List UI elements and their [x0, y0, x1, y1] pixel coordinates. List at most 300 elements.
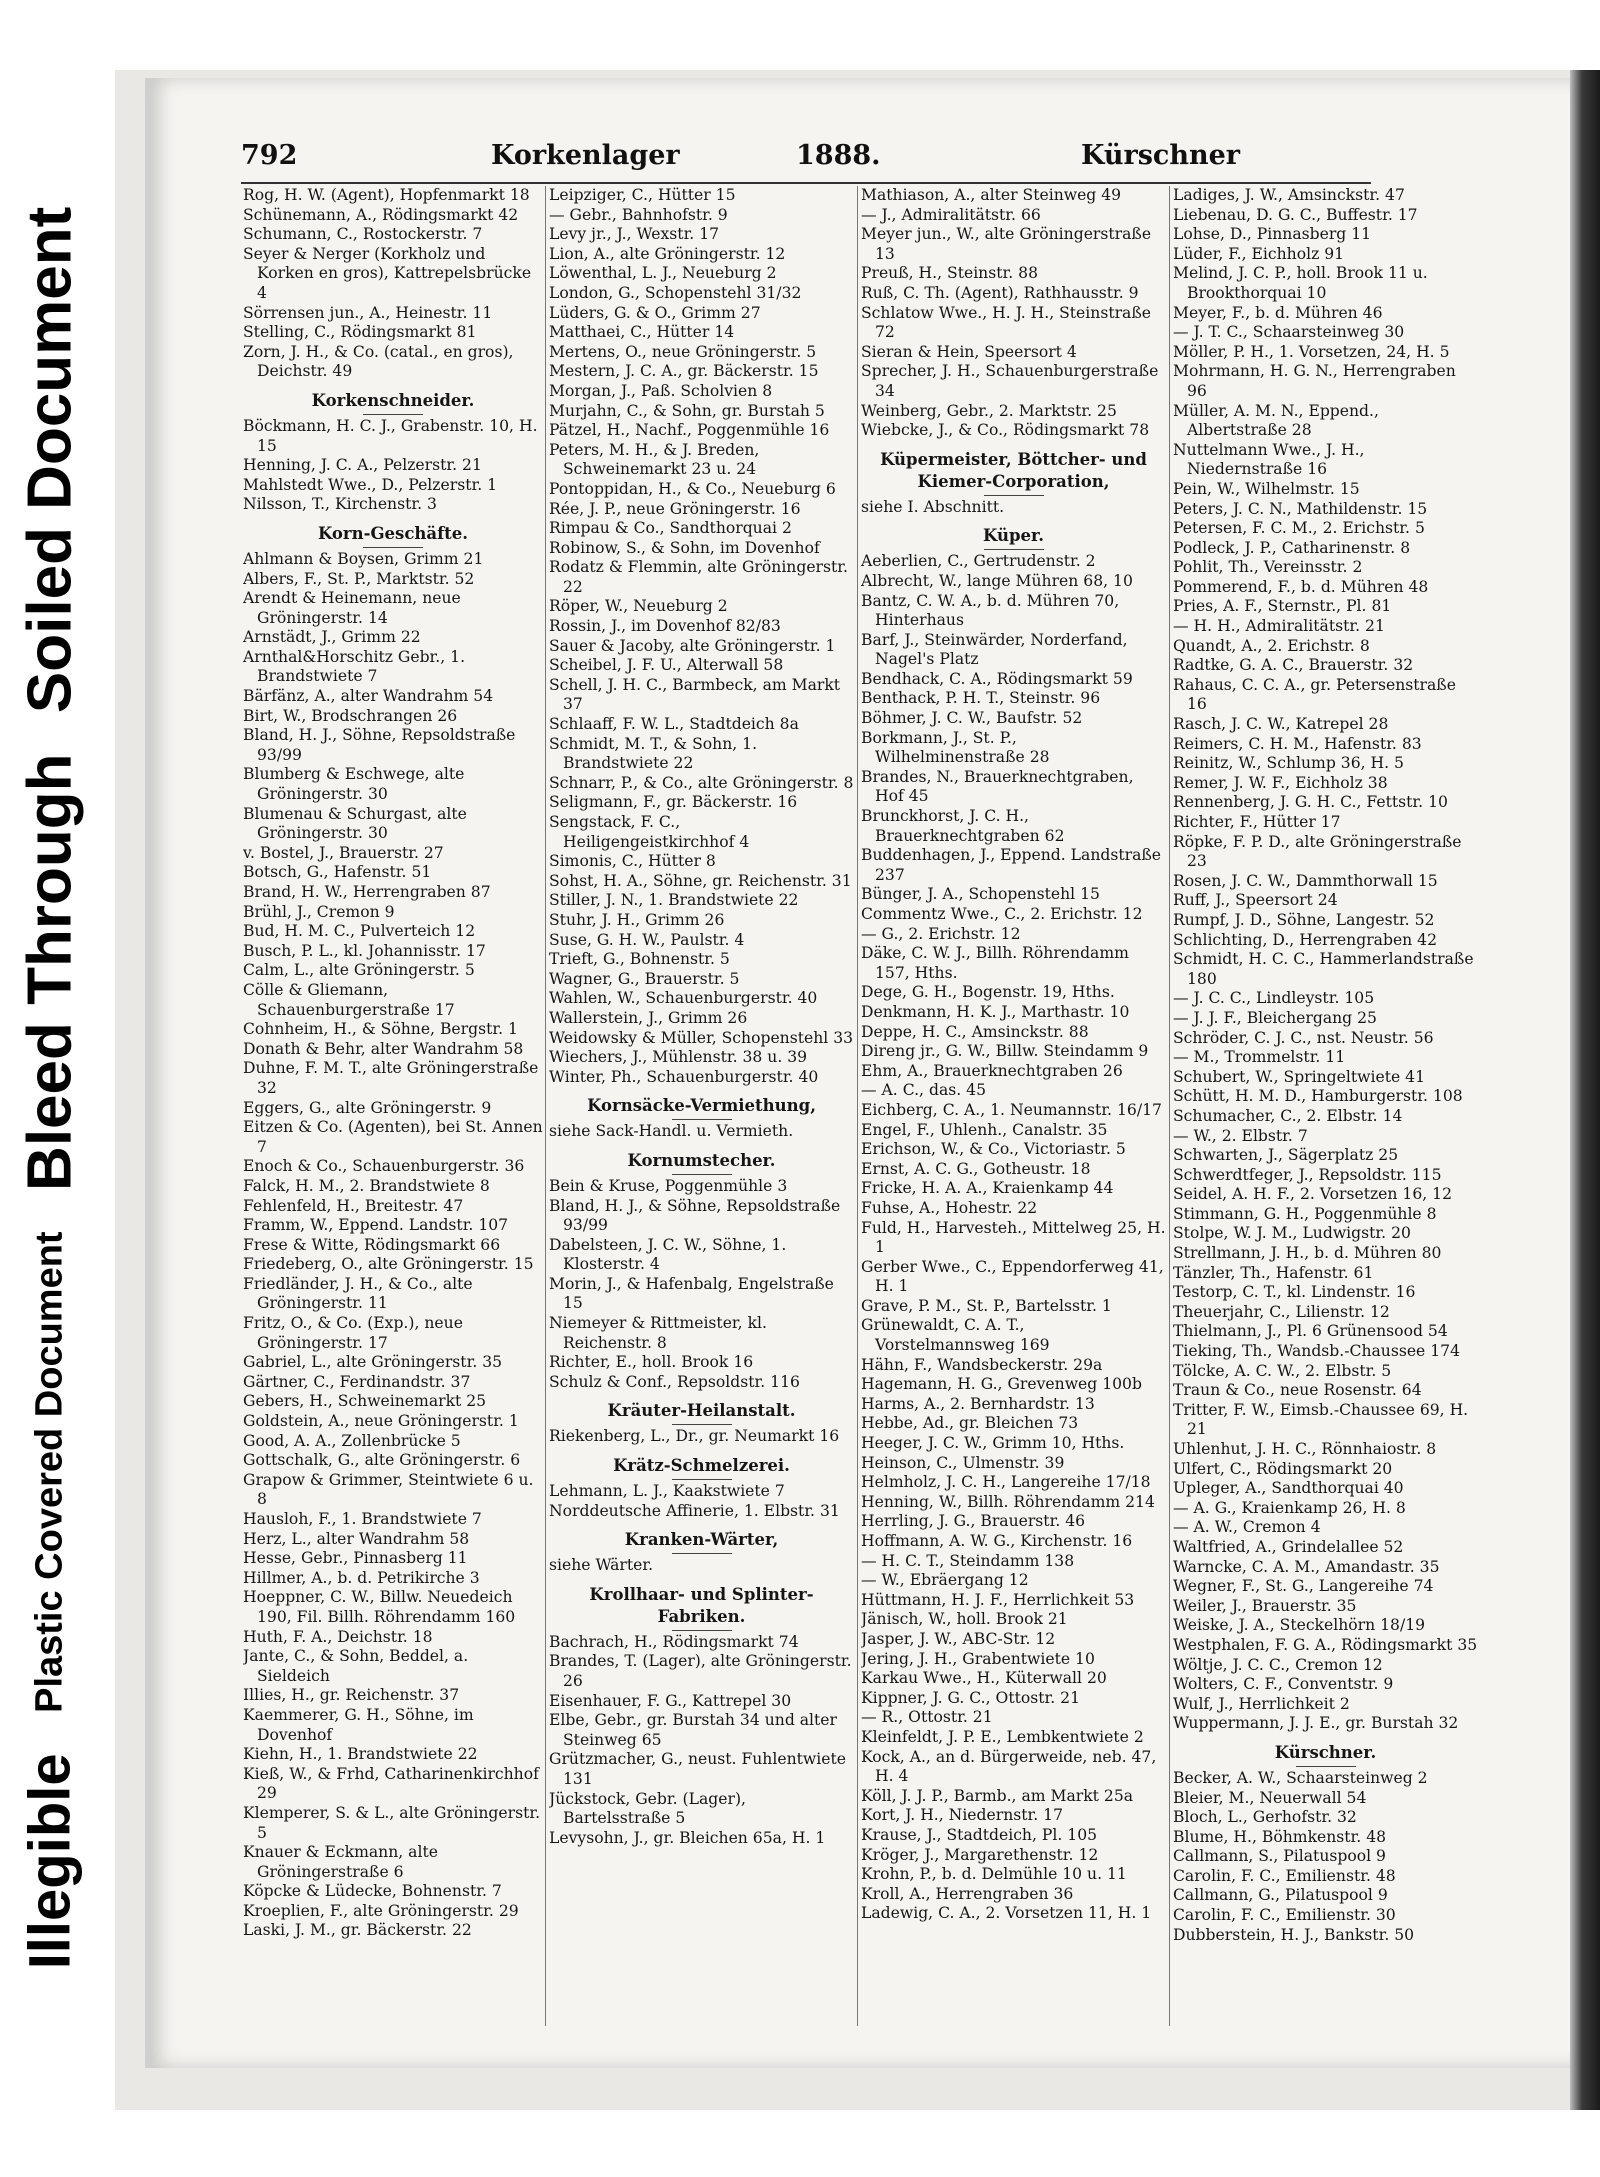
directory-entry: — H. C. T., Steindamm 138: [861, 1551, 1075, 1570]
section-heading: Küpermeister, Böttcher- und Kiemer-Corporation,: [880, 449, 1147, 491]
directory-entry: Hagemann, H. G., Grevenweg 100b: [861, 1375, 1142, 1394]
directory-entry: Kort, J. H., Niedernstr. 17: [861, 1806, 1064, 1825]
directory-entry: Kock, A., an d. Bürgerweide, neb. 47, H. 4: [861, 1747, 1157, 1786]
directory-entry: Weiler, J., Brauerstr. 35: [1173, 1596, 1357, 1615]
column-divider: [545, 186, 546, 2026]
directory-entry: — J. J. F., Bleichergang 25: [1173, 1008, 1377, 1027]
section-heading: Kornsäcke-Vermiethung,: [587, 1096, 816, 1116]
directory-entry: Sprecher, J. H., Schauenburgerstraße 34: [861, 362, 1159, 400]
directory-entry: Seyer & Nerger (Korkholz und Korken en gros), Kattrepelsbrücke 4: [243, 244, 532, 302]
directory-entry: Kroeplien, F., alte Gröningerstr. 29: [243, 1901, 519, 1920]
directory-entry: Bantz, C. W. A., b. d. Mühren 70, Hinterhaus: [861, 591, 1120, 630]
directory-entry: Röpke, F. P. D., alte Gröningerstraße 23: [1173, 832, 1462, 871]
directory-entry: — A. G., Kraienkamp 26, H. 8: [1173, 1498, 1406, 1517]
directory-entry: Köll, J. J. P., Barmb., am Markt 25a: [861, 1786, 1134, 1805]
directory-entry: Fritz, O., & Co. (Exp.), neue Gröningerstr. 17: [243, 1314, 463, 1352]
directory-entry: Framm, W., Eppend. Landstr. 107: [243, 1216, 509, 1235]
directory-entry: Herz, L., alter Wandrahm 58: [243, 1529, 470, 1548]
directory-entry: — H. H., Admiralitätstr. 21: [1173, 617, 1385, 636]
directory-entry: Ahlmann & Boysen, Grimm 21: [243, 549, 484, 568]
directory-entry: Bleier, M., Neuerwall 54: [1173, 1788, 1367, 1807]
directory-entry: Henning, W., Billh. Röhrendamm 214: [861, 1492, 1155, 1511]
directory-entry: Simonis, C., Hütter 8: [549, 852, 716, 871]
directory-entry: Rahaus, C. C. A., gr. Petersenstraße 16: [1173, 675, 1456, 714]
directory-entry: Dabelsteen, J. C. W., Söhne, 1. Klosterstr. 4: [549, 1235, 787, 1274]
directory-entry: — W., 2. Elbstr. 7: [1173, 1126, 1308, 1145]
directory-entry: Arnstädt, J., Grimm 22: [243, 628, 421, 647]
directory-entry: Eisenhauer, F. G., Kattrepel 30: [549, 1691, 792, 1710]
directory-entry: Wahlen, W., Schauenburgerstr. 40: [549, 989, 818, 1008]
label-illegible: Illegible: [17, 1753, 83, 1970]
label-bleed-through: Bleed Through: [15, 753, 85, 1191]
directory-entry: Weinberg, Gebr., 2. Marktstr. 25: [861, 401, 1117, 420]
directory-entry: Wagner, G., Brauerstr. 5: [549, 969, 740, 988]
directory-entry: Duhne, F. M. T., alte Gröningerstraße 32: [243, 1059, 539, 1097]
directory-entry: Eggers, G., alte Gröningerstr. 9: [243, 1098, 492, 1117]
section-heading: Korkenschneider.: [311, 390, 475, 410]
directory-column-2: [549, 186, 854, 2046]
scanned-page-area: [115, 70, 1600, 2110]
directory-entry: Wallerstein, J., Grimm 26: [549, 1008, 748, 1027]
directory-entry: Podleck, J. P., Catharinenstr. 8: [1173, 538, 1411, 557]
directory-entry: Hillmer, A., b. d. Petrikirche 3: [243, 1568, 480, 1587]
directory-entry: Kaemmerer, G. H., Söhne, im Dovenhof: [243, 1705, 474, 1744]
page-binding-edge: [1570, 70, 1600, 2110]
directory-entry: Bein & Kruse, Poggenmühle 3: [549, 1176, 788, 1195]
directory-entry: Thielmann, J., Pl. 6 Grünensood 54: [1173, 1322, 1448, 1341]
directory-entry: — Gebr., Bahnhofstr. 9: [549, 205, 728, 224]
directory-entry: Köpcke & Lüdecke, Bohnenstr. 7: [243, 1882, 502, 1901]
directory-entry: Engel, F., Uhlenh., Canalstr. 35: [861, 1120, 1108, 1139]
directory-entry: Falck, H. M., 2. Brandstwiete 8: [243, 1176, 490, 1195]
directory-entry: Stuhr, J. H., Grimm 26: [549, 910, 725, 929]
section-heading: Kräuter-Heilanstalt.: [607, 1401, 796, 1421]
directory-entry: Richter, E., holl. Brook 16: [549, 1353, 754, 1372]
label-soiled-document: Soiled Document: [15, 206, 85, 714]
directory-entry: Suse, G. H. W., Paulstr. 4: [549, 930, 745, 949]
directory-entry: Wegner, F., St. G., Langereihe 74: [1173, 1577, 1434, 1596]
directory-entry: Wulf, J., Herrlichkeit 2: [1173, 1694, 1350, 1713]
directory-entry: Mestern, J. C. A., gr. Bäckerstr. 15: [549, 362, 819, 381]
directory-entry: Arnthal&Horschitz Gebr., 1. Brandstwiete 7: [243, 647, 466, 686]
directory-entry: Mertens, O., neue Gröningerstr. 5: [549, 342, 817, 361]
directory-column-3: [861, 186, 1166, 2046]
directory-entry: Lohse, D., Pinnasberg 11: [1173, 225, 1372, 244]
directory-entry: Ernst, A. C. G., Gotheustr. 18: [861, 1159, 1091, 1178]
directory-entry: Reinitz, W., Schlump 36, H. 5: [1173, 754, 1404, 773]
directory-entry: Eitzen & Co. (Agenten), bei St. Annen 7: [243, 1118, 543, 1156]
directory-entry: Ruff, J., Speersort 24: [1173, 891, 1338, 910]
section-rule: [672, 1424, 732, 1425]
directory-entry: Rosen, J. C. W., Dammthorwall 15: [1173, 871, 1438, 890]
directory-entry: Harms, A., 2. Bernhardstr. 13: [861, 1394, 1095, 1413]
directory-entry: Kroll, A., Herrengraben 36: [861, 1884, 1074, 1903]
directory-entry: Fuhse, A., Hohestr. 22: [861, 1198, 1038, 1217]
section-heading: Kranken-Wärter,: [624, 1530, 779, 1550]
directory-entry: Sörrensen jun., A., Heinestr. 11: [243, 303, 493, 322]
directory-entry: Murjahn, C., & Sohn, gr. Burstah 5: [549, 401, 825, 420]
directory-entry: Schell, J. H. C., Barmbeck, am Markt 37: [549, 675, 841, 714]
directory-entry: Helmholz, J. C. H., Langereihe 17/18: [861, 1473, 1151, 1492]
document-condition-label: [0, 0, 100, 2177]
directory-entry: Schwerdtfeger, J., Repsoldstr. 115: [1173, 1165, 1442, 1184]
directory-entry: Friedeberg, O., alte Gröningerstr. 15: [243, 1255, 534, 1274]
directory-entry: Meyer jun., W., alte Gröningerstraße 13: [861, 225, 1152, 263]
directory-entry: Jänisch, W., holl. Brook 21: [861, 1610, 1068, 1629]
directory-entry: Bünger, J. A., Schopenstehl 15: [861, 885, 1100, 904]
directory-entry: — R., Ottostr. 21: [861, 1708, 993, 1727]
directory-column-4: [1173, 186, 1478, 2046]
directory-entry: Blume, H., Böhmkenstr. 48: [1173, 1827, 1387, 1846]
directory-entry: Leipziger, C., Hütter 15: [549, 186, 736, 204]
directory-entry: Wuppermann, J. J. E., gr. Burstah 32: [1173, 1714, 1459, 1733]
directory-entry: Ruß, C. Th. (Agent), Rathhausstr. 9: [861, 283, 1139, 302]
directory-entry: Theuerjahr, C., Lilienstr. 12: [1173, 1302, 1390, 1321]
directory-entry: Blumenau & Schurgast, alte Gröningerstr. 30: [243, 804, 467, 843]
directory-entry: Schulz & Conf., Repsoldstr. 116: [549, 1372, 800, 1391]
section-rule: [984, 495, 1044, 496]
directory-entry: Bachrach, H., Rödingsmarkt 74: [549, 1632, 799, 1651]
directory-entry: Sengstack, F. C., Heiligengeistkirchhof 4: [549, 813, 750, 851]
directory-entry: Kippner, J. G. C., Ottostr. 21: [861, 1688, 1081, 1707]
directory-entry: Norddeutsche Affinerie, 1. Elbstr. 31: [549, 1501, 840, 1520]
directory-entry: Seidel, A. H. F., 2. Vorsetzen 16, 12: [1173, 1185, 1453, 1204]
directory-entry: Grave, P. M., St. P., Bartelsstr. 1: [861, 1296, 1112, 1315]
directory-entry: Stimmann, G. H., Poggenmühle 8: [1173, 1204, 1437, 1223]
directory-entry: Levy jr., J., Wexstr. 17: [549, 225, 720, 244]
directory-entry: Remer, J. W. F., Eichholz 38: [1173, 773, 1388, 792]
directory-entry: Morin, J., & Hafenbalg, Engelstraße 15: [549, 1274, 834, 1313]
directory-entry: Brühl, J., Cremon 9: [243, 902, 395, 921]
column-divider: [1169, 186, 1170, 2026]
page-header: [241, 140, 1361, 180]
directory-entry: Arendt & Heinemann, neue Gröningerstr. 14: [243, 589, 461, 627]
directory-entry: Dubberstein, H. J., Bankstr. 50: [1173, 1925, 1415, 1944]
directory-entry: Huth, F. A., Deichstr. 18: [243, 1627, 433, 1646]
page-number: 792: [241, 140, 298, 171]
directory-entry: Jasper, J. W., ABC-Str. 12: [861, 1629, 1056, 1648]
directory-entry: Brand, H. W., Herrengraben 87: [243, 883, 491, 901]
directory-entry: Dege, G. H., Bogenstr. 19, Hths.: [861, 983, 1115, 1002]
header-rule: [241, 182, 1371, 184]
directory-entry: Reimers, C. H. M., Hafenstr. 83: [1173, 734, 1422, 753]
directory-entry: Meyer, F., b. d. Mühren 46: [1173, 303, 1383, 322]
directory-entry: Möller, P. H., 1. Vorsetzen, 24, H. 5: [1173, 342, 1450, 361]
directory-entry: Laski, J. M., gr. Bäckerstr. 22: [243, 1921, 472, 1940]
directory-entry: Strellmann, J. H., b. d. Mühren 80: [1173, 1244, 1442, 1263]
directory-entry: Karkau Wwe., H., Küterwall 20: [861, 1669, 1107, 1688]
directory-entry: Schlichting, D., Herrengraben 42: [1173, 930, 1438, 949]
directory-entry: Krohn, P., b. d. Delmühle 10 u. 11: [861, 1865, 1127, 1884]
directory-entry: Hüttmann, H. J. F., Herrlichkeit 53: [861, 1590, 1135, 1609]
directory-entry: Waltfried, A., Grindelallee 52: [1173, 1537, 1404, 1556]
directory-entry: Scheibel, J. F. U., Alterwall 58: [549, 656, 784, 675]
directory-entry: Lehmann, L. J., Kaakstwiete 7: [549, 1482, 785, 1501]
directory-entry: Morgan, J., Paß. Scholvien 8: [549, 381, 773, 400]
directory-entry: Rog, H. W. (Agent), Hopfenmarkt 18: [243, 186, 530, 204]
directory-entry: Kieß, W., & Frhd, Catharinenkirchhof 29: [243, 1764, 539, 1803]
directory-entry: — A. C., das. 45: [861, 1081, 987, 1100]
directory-entry: Jering, J. H., Grabentwiete 10: [861, 1649, 1095, 1668]
directory-entry: Ladiges, J. W., Amsinckstr. 47: [1173, 186, 1405, 204]
directory-column-1: [243, 186, 543, 2046]
directory-entry: London, G., Schopenstehl 31/32: [549, 283, 802, 302]
directory-entry: Blumberg & Eschwege, alte Gröningerstr. 30: [243, 765, 465, 804]
directory-entry: Birt, W., Brodschrangen 26: [243, 706, 458, 725]
directory-entry: Quandt, A., 2. Erichstr. 8: [1173, 636, 1370, 655]
directory-entry: Rossin, J., im Dovenhof 82/83: [549, 617, 781, 636]
directory-entry: Bärfänz, A., alter Wandrahm 54: [243, 687, 494, 706]
directory-entry: Lüders, G. & O., Grimm 27: [549, 303, 761, 322]
directory-entry: Weiske, J. A., Steckelhörn 18/19: [1173, 1616, 1426, 1635]
directory-entry: Hoeppner, C. W., Billw. Neuedeich 190, Fil. Billh. Röhrendamm 160: [243, 1588, 516, 1626]
directory-entry: Fricke, H. A. A., Kraienkamp 44: [861, 1179, 1114, 1198]
directory-entry: Carolin, F. C., Emilienstr. 30: [1173, 1906, 1396, 1925]
directory-entry: Winter, Ph., Schauenburgerstr. 40: [549, 1067, 819, 1086]
directory-entry: Bendhack, C. A., Rödingsmarkt 59: [861, 669, 1133, 688]
directory-entry: Grapow & Grimmer, Steintwiete 6 u. 8: [243, 1470, 534, 1509]
directory-entry: Botsch, G., Hafenstr. 51: [243, 863, 432, 882]
directory-entry: Enoch & Co., Schauenburgerstr. 36: [243, 1157, 525, 1176]
section-rule: [984, 549, 1044, 550]
directory-entry: Röper, W., Neueburg 2: [549, 597, 728, 616]
directory-entry: Tritter, F. W., Eimsb.-Chaussee 69, H. 21: [1173, 1400, 1469, 1439]
directory-entry: Wiebcke, J., & Co., Rödingsmarkt 78: [861, 421, 1150, 440]
header-right-word: Kürschner: [1081, 140, 1241, 171]
directory-entry: Heeger, J. C. W., Grimm 10, Hths.: [861, 1434, 1125, 1453]
directory-entry: Levysohn, J., gr. Bleichen 65a, H. 1: [549, 1828, 826, 1847]
directory-entry: Brunckhorst, J. C. H., Brauerknechtgraben 62: [861, 807, 1065, 845]
directory-entry: Klemperer, S. & L., alte Gröningerstr. 5: [243, 1803, 541, 1842]
directory-entry: Pommerend, F., b. d. Mühren 48: [1173, 577, 1429, 596]
directory-entry: Seligmann, F., gr. Bäckerstr. 16: [549, 793, 798, 812]
directory-entry: Tieking, Th., Wandsb.-Chaussee 174: [1173, 1342, 1461, 1361]
directory-entry: siehe Wärter.: [549, 1556, 654, 1575]
directory-entry: Preuß, H., Steinstr. 88: [861, 264, 1038, 283]
directory-entry: Wiechers, J., Mühlenstr. 38 u. 39: [549, 1048, 808, 1067]
directory-entry: Becker, A. W., Schaarsteinweg 2: [1173, 1768, 1428, 1787]
directory-entry: Uhlenhut, J. H. C., Rönnhaiostr. 8: [1173, 1440, 1437, 1458]
directory-entry: Buddenhagen, J., Eppend. Landstraße 237: [861, 846, 1162, 884]
directory-entry: Zorn, J. H., & Co. (catal., en gros), Deichstr. 49: [243, 342, 514, 381]
directory-entry: Hausloh, F., 1. Brandstwiete 7: [243, 1510, 482, 1528]
directory-entry: Fuld, H., Harvesteh., Mittelweg 25, H. 1: [861, 1218, 1166, 1257]
directory-entry: Petersen, F. C. M., 2. Erichstr. 5: [1173, 519, 1425, 538]
directory-entry: Commentz Wwe., C., 2. Erichstr. 12: [861, 905, 1143, 923]
directory-entry: Melind, J. C. P., holl. Brook 11 u. Brookthorquai 10: [1173, 264, 1428, 302]
directory-entry: Schwarten, J., Sägerplatz 25: [1173, 1146, 1399, 1165]
directory-entry: Donath & Behr, alter Wandrahm 58: [243, 1039, 524, 1058]
directory-entry: Frese & Witte, Rödingsmarkt 66: [243, 1235, 501, 1254]
header-left-word: Korkenlager: [491, 140, 680, 171]
directory-entry: Schünemann, A., Rödingsmarkt 42: [243, 205, 519, 224]
directory-entry: Peters, J. C. N., Mathildenstr. 15: [1173, 499, 1428, 518]
directory-entry: Tänzler, Th., Hafenstr. 61: [1173, 1263, 1374, 1282]
directory-entry: Sauer & Jacoby, alte Gröningerstr. 1: [549, 636, 836, 655]
section-heading: Küper.: [983, 526, 1044, 546]
directory-entry: Böckmann, H. C. J., Grabenstr. 10, H. 15: [243, 416, 538, 455]
directory-entry: Callmann, G., Pilatuspool 9: [1173, 1886, 1388, 1905]
directory-entry: Schröder, C. J. C., nst. Neustr. 56: [1173, 1028, 1434, 1047]
directory-entry: Matthaei, C., Hütter 14: [549, 323, 735, 342]
directory-entry: Knauer & Eckmann, alte Gröningerstraße 6: [243, 1843, 438, 1881]
directory-entry: Cohnheim, H., & Söhne, Bergstr. 1: [243, 1020, 518, 1039]
directory-entry: Ulfert, C., Rödingsmarkt 20: [1173, 1459, 1393, 1478]
section-rule: [672, 1630, 732, 1631]
directory-entry: Wolters, C. F., Conventstr. 9: [1173, 1675, 1394, 1694]
directory-entry: Pries, A. F., Sternstr., Pl. 81: [1173, 597, 1392, 616]
directory-entry: Schütt, H. M. D., Hamburgerstr. 108: [1173, 1087, 1463, 1106]
directory-entry: Testorp, C. T., kl. Lindenstr. 16: [1173, 1283, 1416, 1302]
column-divider: [857, 186, 858, 2026]
section-rule: [672, 1479, 732, 1480]
directory-entry: Bland, H. J., & Söhne, Repsoldstraße 93/99: [549, 1196, 841, 1235]
directory-entry: Mahlstedt Wwe., D., Pelzerstr. 1: [243, 475, 498, 494]
directory-entry: — J. C. C., Lindleystr. 105: [1173, 989, 1375, 1008]
section-rule: [672, 1174, 732, 1175]
directory-entry: Gärtner, C., Ferdinandstr. 37: [243, 1372, 471, 1391]
directory-entry: Calm, L., alte Gröningerstr. 5: [243, 961, 475, 980]
directory-entry: Gabriel, L., alte Gröningerstr. 35: [243, 1353, 503, 1372]
directory-entry: Kleinfeldt, J. P. E., Lembkentwiete 2: [861, 1727, 1144, 1746]
directory-entry: Schumann, C., Rostockerstr. 7: [243, 225, 483, 244]
directory-entry: Fehlenfeld, H., Breitestr. 47: [243, 1196, 464, 1215]
directory-entry: — W., Ebräergang 12: [861, 1571, 1029, 1590]
directory-entry: Nuttelmann Wwe., J. H., Niedernstraße 16: [1173, 440, 1365, 479]
directory-entry: Erichson, W., & Co., Victoriastr. 5: [861, 1140, 1126, 1159]
directory-entry: Pein, W., Wilhelmstr. 15: [1173, 479, 1360, 498]
directory-entry: siehe Sack-Handl. u. Vermieth.: [549, 1122, 794, 1141]
directory-entry: Liebenau, D. G. C., Buffestr. 17: [1173, 205, 1418, 224]
label-plastic-covered: Plastic Covered Document: [28, 1231, 71, 1713]
directory-entry: Rodatz & Flemmin, alte Gröningerstr. 22: [549, 558, 848, 596]
condition-label-stack: [15, 189, 86, 1988]
directory-entry: Lion, A., alte Gröningerstr. 12: [549, 244, 786, 263]
directory-entry: Hoffmann, A. W. G., Kirchenstr. 16: [861, 1532, 1133, 1550]
directory-entry: Direng jr., G. W., Billw. Steindamm 9: [861, 1042, 1149, 1061]
directory-entry: Elbe, Gebr., gr. Burstah 34 und alter Steinweg 65: [549, 1711, 837, 1749]
directory-entry: Goldstein, A., neue Gröningerstr. 1: [243, 1412, 519, 1431]
directory-entry: Trieft, G., Bohnenstr. 5: [549, 950, 730, 969]
directory-entry: Tölcke, A. C. W., 2. Elbstr. 5: [1173, 1361, 1392, 1380]
directory-entry: Kröger, J., Margarethenstr. 12: [861, 1845, 1099, 1864]
directory-entry: Illies, H., gr. Reichenstr. 37: [243, 1686, 460, 1705]
directory-entry: Schlatow Wwe., H. J. H., Steinstraße 72: [861, 303, 1151, 342]
directory-entry: Robinow, S., & Sohn, im Dovenhof: [549, 538, 820, 557]
directory-entry: Pontoppidan, H., & Co., Neueburg 6: [549, 479, 836, 498]
directory-entry: Busch, P. L., kl. Johannisstr. 17: [243, 941, 486, 960]
section-heading: Krätz-Schmelzerei.: [613, 1456, 790, 1476]
directory-entry: Upleger, A., Sandthorquai 40: [1173, 1479, 1404, 1498]
section-rule: [672, 1119, 732, 1120]
directory-entry: — J., Admiralitätstr. 66: [861, 205, 1041, 224]
directory-entry: Grünewaldt, C. A. T., Vorstelmannsweg 169: [861, 1316, 1050, 1355]
directory-entry: Schlaaff, F. W. L., Stadtdeich 8a: [549, 715, 799, 734]
directory-entry: Jante, C., & Sohn, Beddel, a. Sieldeich: [243, 1647, 469, 1685]
directory-entry: Borkmann, J., St. P., Wilhelminenstraße 28: [861, 728, 1050, 767]
directory-entry: — M., Trommelstr. 11: [1173, 1048, 1346, 1067]
section-rule: [672, 1553, 732, 1554]
directory-entry: Müller, A. M. N., Eppend., Albertstraße 28: [1173, 401, 1379, 440]
section-heading: Kürschner.: [1274, 1742, 1377, 1762]
directory-entry: Lüder, F., Eichholz 91: [1173, 244, 1345, 263]
directory-entry: Krause, J., Stadtdeich, Pl. 105: [861, 1825, 1098, 1844]
directory-entry: Gottschalk, G., alte Gröningerstr. 6: [243, 1451, 521, 1470]
directory-entry: Ehm, A., Brauerknechtgraben 26: [861, 1061, 1123, 1080]
directory-page: [145, 78, 1581, 2068]
directory-entry: Kiehn, H., 1. Brandstwiete 22: [243, 1745, 478, 1764]
directory-entry: Good, A. A., Zollenbrücke 5: [243, 1431, 461, 1450]
directory-entry: Albrecht, W., lange Mühren 68, 10: [861, 571, 1133, 590]
directory-entry: Rimpau & Co., Sandthorquai 2: [549, 519, 792, 538]
directory-entry: Rennenberg, J. G. H. C., Fettstr. 10: [1173, 793, 1448, 812]
section-rule: [363, 414, 423, 415]
directory-entry: Riekenberg, L., Dr., gr. Neumarkt 16: [549, 1427, 840, 1446]
directory-entry: Traun & Co., neue Rosenstr. 64: [1173, 1381, 1422, 1400]
directory-entry: Benthack, P. H. T., Steinstr. 96: [861, 689, 1101, 708]
directory-entry: Nilsson, T., Kirchenstr. 3: [243, 495, 437, 514]
directory-entry: Löwenthal, L. J., Neueburg 2: [549, 264, 777, 283]
directory-entry: — A. W., Cremon 4: [1173, 1518, 1321, 1537]
section-heading: Korn-Geschäfte.: [317, 523, 469, 543]
directory-entry: Grützmacher, G., neust. Fuhlentwiete 131: [549, 1750, 846, 1788]
directory-entry: Peters, M. H., & J. Breden, Schweinemarkt 23 u. 24: [549, 440, 760, 479]
directory-entry: Ladewig, C. A., 2. Vorsetzen 11, H. 1: [861, 1904, 1152, 1923]
section-heading: Krollhaar- und Splinter-Fabriken.: [589, 1584, 814, 1626]
directory-entry: Friedländer, J. H., & Co., alte Gröningerstr. 11: [243, 1274, 473, 1313]
directory-entry: Herrling, J. G., Brauerstr. 46: [861, 1512, 1086, 1531]
section-rule: [363, 547, 423, 548]
directory-entry: Schubert, W., Springeltwiete 41: [1173, 1067, 1425, 1086]
directory-entry: Niemeyer & Rittmeister, kl. Reichenstr. 8: [549, 1314, 767, 1352]
directory-entry: Schumacher, C., 2. Elbstr. 14: [1173, 1106, 1403, 1125]
directory-entry: Wöltje, J. C. C., Cremon 12: [1173, 1655, 1383, 1674]
directory-entry: Gebers, H., Schweinemarkt 25: [243, 1392, 487, 1411]
directory-entry: — J. T. C., Schaarsteinweg 30: [1173, 323, 1405, 342]
directory-entry: Barf, J., Steinwärder, Norderfand, Nagel's Platz: [861, 630, 1128, 669]
directory-entry: siehe I. Abschnitt.: [861, 497, 1005, 516]
directory-entry: Schnarr, P., & Co., alte Gröningerstr. 8: [549, 773, 854, 792]
directory-entry: Rasch, J. C. W., Katrepel 28: [1173, 715, 1389, 734]
directory-entry: Aeberlien, C., Gertrudenstr. 2: [861, 552, 1096, 571]
directory-entry: v. Bostel, J., Brauerstr. 27: [243, 843, 444, 862]
header-year: 1888.: [796, 140, 881, 171]
directory-entry: Mohrmann, H. G. N., Herrengraben 96: [1173, 362, 1456, 400]
directory-entry: Westphalen, F. G. A., Rödingsmarkt 35: [1173, 1635, 1478, 1654]
directory-entry: Böhmer, J. C. W., Baufstr. 52: [861, 709, 1083, 728]
section-rule: [1296, 1766, 1356, 1767]
directory-entry: Pätzel, H., Nachf., Poggenmühle 16: [549, 421, 830, 440]
directory-entry: Cölle & Gliemann, Schauenburgerstraße 17: [243, 980, 455, 1019]
directory-entry: Stiller, J. N., 1. Brandstwiete 22: [549, 891, 799, 910]
directory-entry: Rumpf, J. D., Söhne, Langestr. 52: [1173, 910, 1435, 929]
directory-entry: Denkmann, H. K. J., Marthastr. 10: [861, 1002, 1130, 1021]
directory-entry: Brandes, N., Brauerknechtgraben, Hof 45: [861, 767, 1134, 806]
directory-entry: Eichberg, C. A., 1. Neumannstr. 16/17: [861, 1100, 1162, 1119]
directory-entry: Warncke, C. A. M., Amandastr. 35: [1173, 1557, 1440, 1576]
directory-entry: Heinson, C., Ulmenstr. 39: [861, 1453, 1065, 1472]
directory-entry: — G., 2. Erichstr. 12: [861, 924, 1021, 943]
directory-entry: Hähn, F., Wandsbeckerstr. 29a: [861, 1355, 1103, 1374]
directory-entry: Henning, J. C. A., Pelzerstr. 21: [243, 456, 482, 475]
directory-entry: Schmidt, M. T., & Sohn, 1. Brandstwiete 22: [549, 734, 758, 773]
directory-entry: Radtke, G. A. C., Brauerstr. 32: [1173, 656, 1414, 675]
section-heading: Kornumstecher.: [627, 1150, 776, 1170]
directory-entry: Stolpe, W. J. M., Ludwigstr. 20: [1173, 1224, 1411, 1243]
directory-entry: Hebbe, Ad., gr. Bleichen 73: [861, 1414, 1079, 1433]
directory-entry: Hesse, Gebr., Pinnasberg 11: [243, 1549, 468, 1568]
directory-entry: Bland, H. J., Söhne, Repsoldstraße 93/99: [243, 726, 516, 764]
